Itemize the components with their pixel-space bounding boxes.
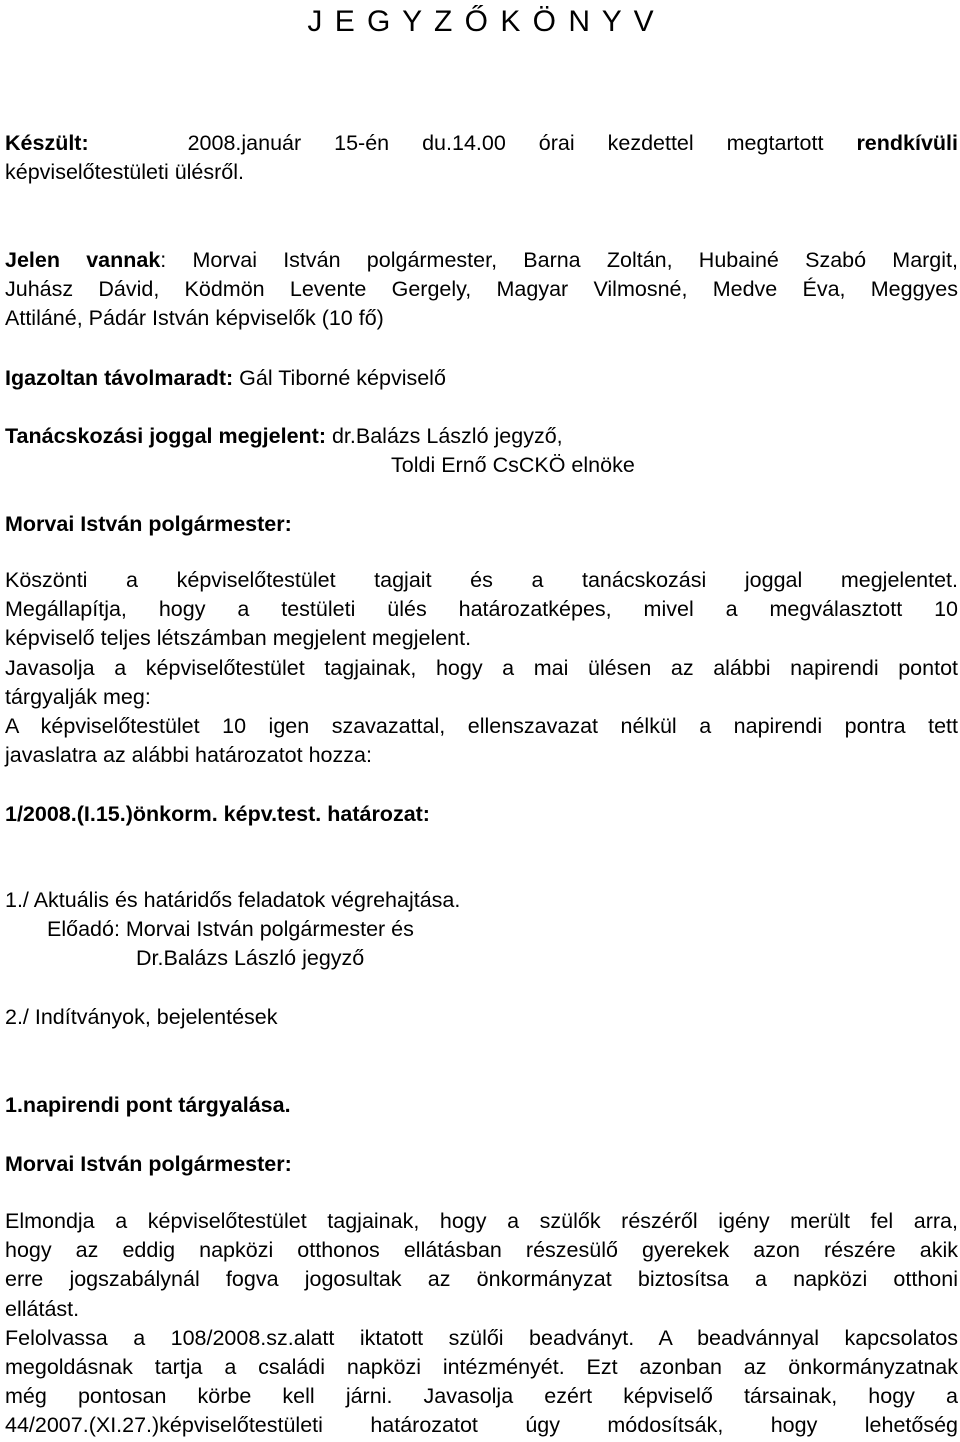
agenda-section [5,886,958,974]
jelen-label: Jelen vannak [5,248,161,272]
para1-line-3: képviselő teljes létszámban megjelent megjelent. [5,626,472,651]
para2-line-8: 44/2007.(XI.27.)képviselőtestületi határozatot úgy módosítsák, hogy lehetőség [5,1413,958,1438]
tanacskozasi-section [5,422,958,480]
para1-line-4: Javasolja a képviselőtestület tagjainak, hogy a mai ülésen az alábbi napirendi pontot [5,655,958,680]
igazoltan-text: Gál Tiborné képviselő [233,366,446,390]
jelen-section [5,246,958,334]
napirend-1-section [5,1091,958,1120]
speaker-1 [5,510,958,539]
para1-line-1: Köszönti a képviselőtestület tagjait és a tanácskozási joggal megjelentet. [5,568,958,592]
keszult-text: 2008.január 15-én du.14.00 órai kezdettel megtartott [187,131,824,155]
tanacskozasi-line-2: Toldi Ernő CsCKÖ elnöke [391,453,635,478]
hatarozat-section [5,800,958,829]
igazoltan-section [5,364,958,393]
jelen-line-1 [5,246,958,275]
paragraph-1 [5,566,958,770]
jelen-line-2: Juhász Dávid, Ködmön Levente Gergely, Magyar Vilmosné, Medve Éva, Meggyes [5,277,958,302]
para2-line-5: Felolvassa a 108/2008.sz.alatt iktatott szülői beadványt. A beadvánnyal kapcsolatos [5,1325,958,1350]
keszult-label: Készült: [5,131,89,155]
tanacskozasi-label: Tanácskozási joggal megjelent: [5,424,326,448]
agenda-item-2-wrap [5,1003,958,1032]
para2-line-2: hogy az eddig napközi otthonos ellátásban részesülő gyerekek azon részére akik [5,1238,958,1263]
document-title: J E G Y Z Ő K Ö N Y V [307,5,656,38]
agenda-eloado: Előadó: Morvai István polgármester és [47,917,414,942]
agenda-item-1: 1./ Aktuális és határidős feladatok végrehajtása. [5,888,461,912]
speaker-2 [5,1150,958,1179]
jelen-line-3: Attiláné, Pádár István képviselők (10 fő) [5,306,384,331]
keszult-line-2: képviselőtestületi ülésről. [5,160,245,185]
keszult-line-1 [5,129,958,158]
igazoltan-label: Igazoltan távolmaradt: [5,366,234,390]
para2-line-1: Elmondja a képviselőtestület tagjainak, hogy a szülők részéről igény merült fel arra, [5,1209,958,1233]
para1-line-5: tárgyalják meg: [5,684,151,709]
para2-line-6: megoldásnak tartja a családi napközi intézményét. Ezt azonban az önkormányzatnak [5,1355,958,1380]
para1-line-2: Megállapítja, hogy a testületi ülés határozatképes, mivel a megválasztott 10 [5,597,958,622]
para1-line-7: javaslatra az alábbi határozatot hozza: [5,743,372,768]
speaker-1-label: Morvai István polgármester: [5,512,292,536]
napirend-1-title: 1.napirendi pont tárgyalása. [5,1093,291,1117]
paragraph-2 [5,1207,958,1441]
hatarozat-title: 1/2008.(I.15.)önkorm. képv.test. határozat: [5,802,430,826]
keszult-section [5,129,958,187]
speaker-2-label: Morvai István polgármester: [5,1152,292,1176]
keszult-rendkivuli: rendkívüli [856,131,958,155]
jelen-text-1: : Morvai István polgármester, Barna Zoltán, Hubainé Szabó Margit, [160,248,958,272]
para1-line-6: A képviselőtestület 10 igen szavazattal, ellenszavazat nélkül a napirendi pontra tett [5,714,958,739]
tanacskozasi-text: dr.Balázs László jegyző, [326,424,563,448]
para2-line-3: erre jogszabálynál fogva jogosultak az önkormányzat biztosítsa a napközi otthoni [5,1267,958,1292]
para2-line-7: még pontosan körbe kell járni. Javasolja ezért képviselő társainak, hogy a [5,1384,958,1409]
agenda-eloado-2: Dr.Balázs László jegyző [136,946,365,971]
agenda-item-2: 2./ Indítványok, bejelentések [5,1005,278,1029]
para2-line-4: ellátást. [5,1296,80,1321]
